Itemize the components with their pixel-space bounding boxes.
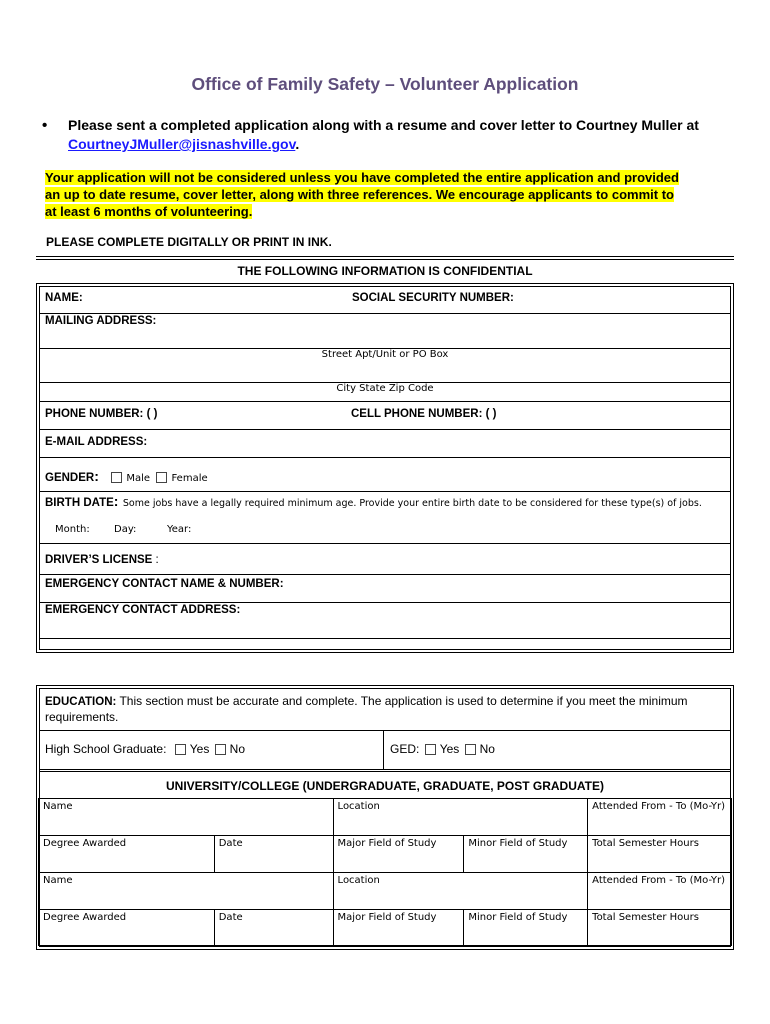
license-colon: :: [152, 554, 159, 566]
major-caption: Major Field of Study: [337, 838, 437, 849]
degree-cell-1[interactable]: [39, 836, 215, 873]
location-caption: Location: [337, 875, 380, 886]
minor-cell-2[interactable]: [464, 910, 588, 946]
minor-caption: Minor Field of Study: [468, 838, 568, 849]
ssn-label: SOCIAL SECURITY NUMBER:: [352, 292, 514, 304]
attended-caption: Attended From - To (Mo-Yr): [592, 801, 726, 812]
hs-no-label: No: [229, 742, 246, 756]
male-checkbox[interactable]: [111, 472, 122, 483]
day-field[interactable]: Day:: [114, 524, 137, 535]
divider: [36, 256, 734, 257]
birth-colon: :: [113, 493, 119, 509]
name-caption: Name: [43, 801, 73, 812]
hours-caption: Total Semester Hours: [592, 838, 699, 849]
gender-group: [45, 468, 208, 486]
year-field[interactable]: Year:: [167, 524, 192, 535]
emergency-address-row[interactable]: [39, 603, 731, 639]
month-field[interactable]: Month:: [55, 524, 90, 535]
ged-label: GED:: [390, 742, 420, 756]
university-heading-row: [39, 771, 731, 798]
email-link[interactable]: CourtneyJMuller@jisnashville.gov: [68, 136, 296, 152]
page-title: Office of Family Safety – Volunteer Application: [191, 74, 579, 94]
table-row: [39, 873, 732, 910]
emergency-address-label: EMERGENCY CONTACT ADDRESS:: [45, 604, 241, 616]
divider: [383, 731, 384, 769]
female-label: Female: [171, 473, 208, 484]
attended-cell-1[interactable]: [588, 799, 732, 836]
ged-yes-label: Yes: [439, 742, 460, 756]
location-cell-1[interactable]: [333, 799, 588, 836]
date-caption: Date: [218, 838, 243, 849]
minor-cell-1[interactable]: [464, 836, 588, 873]
instructions-end: .: [295, 136, 300, 152]
name-label: NAME:: [45, 292, 83, 304]
birth-note: Some jobs have a legally required minimum age. Provide your entire birth date to be considered for these type(s) of jobs.: [122, 498, 702, 509]
license-group: [45, 550, 159, 568]
ged-group: [390, 742, 495, 756]
location-caption: Location: [337, 801, 380, 812]
education-label: EDUCATION:: [45, 696, 117, 708]
birth-label: BIRTH DATE: [45, 497, 114, 509]
male-label: Male: [126, 473, 151, 484]
school-name-cell-1[interactable]: [39, 799, 334, 836]
table-row: [39, 836, 732, 873]
hs-no-checkbox[interactable]: [215, 744, 226, 755]
major-cell-1[interactable]: [333, 836, 464, 873]
university-heading: UNIVERSITY/COLLEGE (UNDERGRADUATE, GRADUATE, POST GRADUATE): [165, 779, 604, 793]
degree-cell-2[interactable]: [39, 910, 215, 946]
degree-caption: Degree Awarded: [43, 912, 127, 923]
education-note-row: [39, 688, 731, 731]
table-row: [39, 799, 732, 836]
date-cell-1[interactable]: [214, 836, 333, 873]
name-row[interactable]: [39, 286, 731, 314]
city-row[interactable]: [39, 383, 731, 402]
phone-label: PHONE NUMBER: ( ): [45, 408, 158, 420]
emergency-name-row[interactable]: [39, 575, 731, 603]
instructions: [68, 116, 728, 154]
confidential-heading: THE FOLLOWING INFORMATION IS CONFIDENTIAL: [237, 264, 533, 278]
bullet-icon: •: [42, 117, 48, 134]
email-label: E-MAIL ADDRESS:: [45, 436, 148, 448]
major-cell-2[interactable]: [333, 910, 464, 946]
instructions-text: Please sent a completed application along with a resume and cover letter to Courtney Muller at: [68, 117, 699, 133]
hs-yes-label: Yes: [189, 742, 210, 756]
date-caption: Date: [218, 912, 243, 923]
ged-yes-checkbox[interactable]: [425, 744, 436, 755]
hs-ged-row: [39, 731, 731, 770]
ged-no-checkbox[interactable]: [465, 744, 476, 755]
education-note: [45, 694, 725, 725]
ged-no-label: No: [479, 742, 495, 756]
university-table: [38, 798, 732, 946]
mailing-label: MAILING ADDRESS:: [45, 315, 157, 327]
hours-cell-2[interactable]: [588, 910, 732, 946]
female-checkbox[interactable]: [156, 472, 167, 483]
gender-label: GENDER: [45, 472, 95, 484]
education-note-text: This section must be accurate and complete. The application is used to determine if you meet the minimum requirements.: [45, 694, 688, 724]
hs-label: High School Graduate:: [45, 742, 167, 756]
street-row[interactable]: [39, 349, 731, 383]
cell-label: CELL PHONE NUMBER: ( ): [351, 408, 497, 420]
complete-instruction: PLEASE COMPLETE DIGITALLY OR PRINT IN INK.: [46, 235, 332, 249]
divider: [36, 259, 734, 260]
hs-yes-checkbox[interactable]: [175, 744, 186, 755]
name-caption: Name: [43, 875, 73, 886]
warning-notice: [45, 169, 735, 220]
gender-row: [39, 458, 731, 492]
table-row: [39, 910, 732, 946]
gender-colon: :: [94, 468, 99, 484]
license-label: DRIVER’S LICENSE: [45, 554, 153, 566]
hours-caption: Total Semester Hours: [592, 912, 699, 923]
hours-cell-1[interactable]: [588, 836, 732, 873]
attended-cell-2[interactable]: [588, 873, 732, 910]
location-cell-2[interactable]: [333, 873, 588, 910]
mailing-row[interactable]: [39, 314, 731, 349]
city-caption: City State Zip Code: [336, 383, 434, 394]
hs-group: [45, 742, 245, 756]
birth-group: [45, 495, 725, 510]
phone-row[interactable]: [39, 402, 731, 430]
email-row[interactable]: [39, 430, 731, 458]
license-row[interactable]: [39, 544, 731, 575]
date-cell-2[interactable]: [214, 910, 333, 946]
minor-caption: Minor Field of Study: [468, 912, 568, 923]
warning-line-2: an up to date resume, cover letter, along with three references. We encourage applicants to commit to: [45, 187, 674, 202]
birth-row: [39, 492, 731, 544]
warning-line-1: Your application will not be considered unless you have completed the entire application and provided: [45, 170, 679, 185]
attended-caption: Attended From - To (Mo-Yr): [592, 875, 726, 886]
street-caption: Street Apt/Unit or PO Box: [321, 349, 449, 360]
warning-line-3: at least 6 months of volunteering.: [45, 204, 253, 219]
emergency-name-label: EMERGENCY CONTACT NAME & NUMBER:: [45, 578, 284, 590]
degree-caption: Degree Awarded: [43, 838, 127, 849]
major-caption: Major Field of Study: [337, 912, 437, 923]
school-name-cell-2[interactable]: [39, 873, 334, 910]
